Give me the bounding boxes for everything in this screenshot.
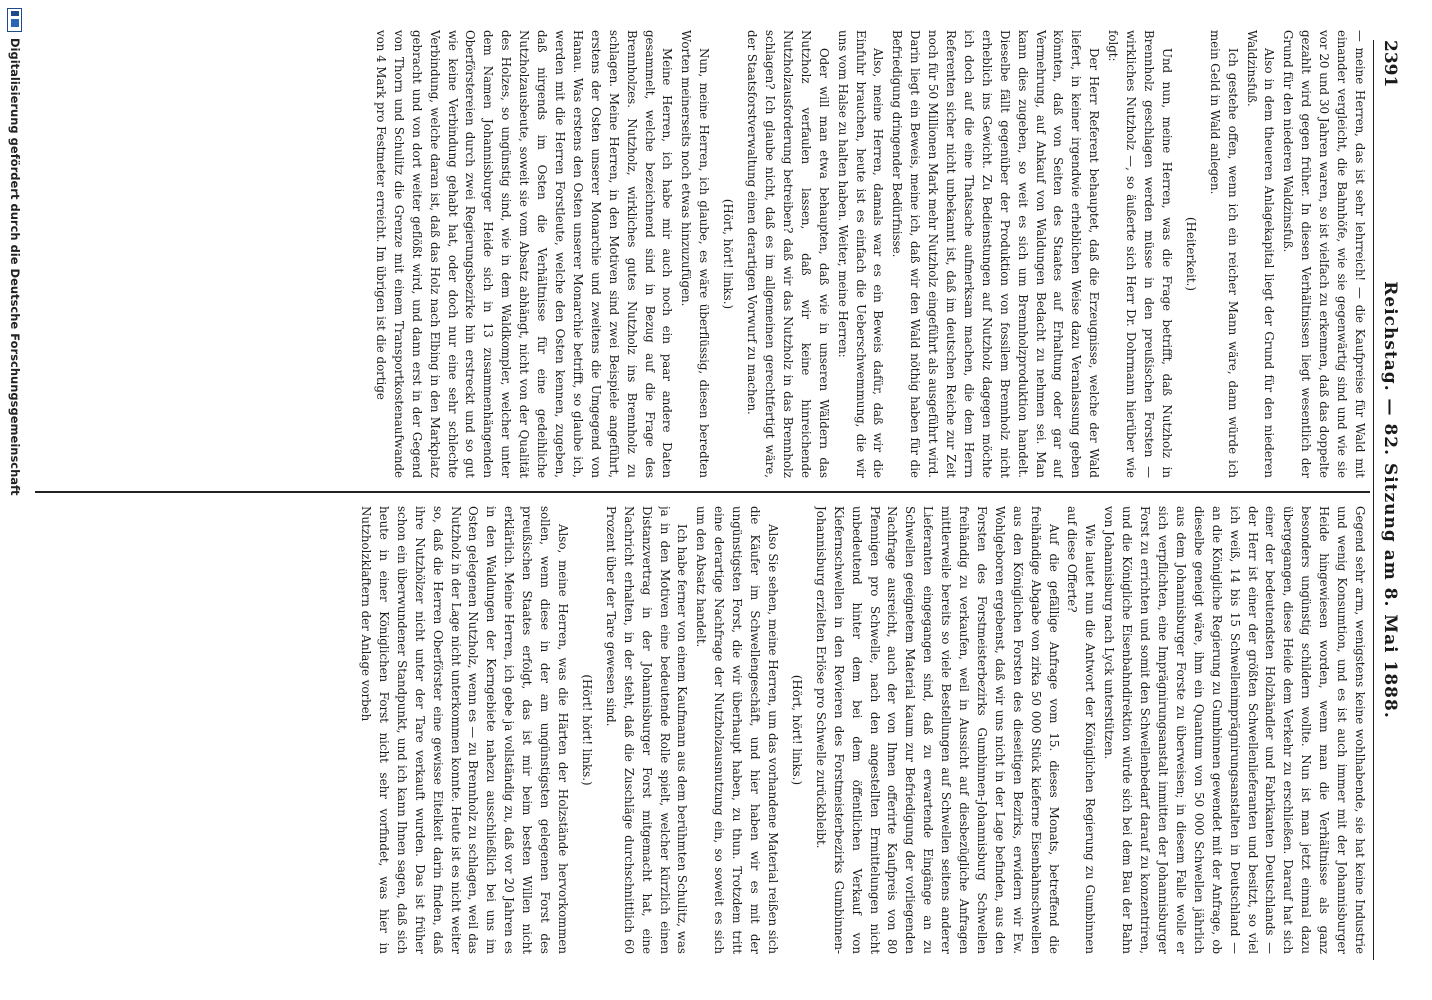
paragraph: Gegend sehr arm, wenigstens keine wohlhabende, sie hat keine Industrie und wenig Konsumtion, und es ist auch immer mit der Johannisburger Heide hingewiesen worden, wenn man die Verhältnisse als ganz besonders ungünstig schildern wollte. Nun ist man jetzt einmal dazu übergegangen, diese Heide dem Verkehr zu erschließen. Darauf hat sich einer der bedeutendsten Holzhändler und Fabrikanten Deutschlands — der Herr ist einer der größten Schwellenlieferanten und besitzt, so viel ich weiß, 14 bis 15 Schwellenimprägnirungsanstalten in Deutschland — an die Königliche Regierung zu Gumbinnen gewendet mit der Anfrage, ob dieselbe geneigt wäre, ihm ein Quantum von 50 000 Schwellen jährlich aus dem Johannisburger Forste zu überweisen; in diesem Falle wolle er sich verpflichten, eine Imprägnirungsanstalt inmitten der Johannisburger Forst zu errichten und somit den Schwellenbedarf darauf zu konzentriren, und die Königliche Eisenbahndirektion würde sich bei dem Bau der Bahn von Johannisburg nach Lyck unterstützen. [1102, 506, 1367, 954]
footer [3, 0, 25, 1000]
paragraph: Der Herr Referent behauptet, daß die Erzeugnisse, welche der Wald liefert, in keiner irgendwie erheblichen Weise dazu Veranlassung geben könnten, daß von Seiten des Staates auf Erhaltung oder gar auf Vermehrung, auf Ankauf von Waldungen Bedacht zu nehmen sei. Man kann dies zugeben, so weit es sich um Brennholzproduktion handelt. Dieselbe fällt gegenüber der Produktion von fossilem Brennholz nicht erheblich ins Gewicht. Zu Bedienstungen auf Nutzholz dagegen möchte ich doch auf die eine Thatsache aufmerksam machen, die dem Herrn Referenten sicher nicht unbekannt ist, daß im deutschen Reiche zur Zeit noch für 50 Millionen Mark mehr Nutzholz eingeführt als ausgeführt wird. Darin liegt ein Beweis, meine ich, daß wir den Wald nöthig haben für die Befriedigung dringender Bedürfnisse. [890, 30, 1102, 478]
paragraph: Also, meine Herren, damals war es ein Beweis dafür, daß wir die Einfuhr brauchen, heute ist es einfach die Ueberschwemmung, die wir uns vom Halse zu halten haben. Weiter, meine Herren: [835, 30, 886, 478]
left-column [38, 30, 1368, 478]
dfg-logo-icon [7, 8, 22, 32]
paragraph: Also Sie sehen, meine Herren, um das vorhandene Material reißen sich die Käufer im Schwellengeschäft, und hier haben wir es mit der ungünstigsten Forst, die wir überhaupt haben, zu thun. Trotzdem tritt eine derartige Nachfrage der Nutzholzausnutzung ein, so soweit es sich um den Absatz handelt. [694, 506, 780, 954]
paragraph: Nun, meine Herren, ich glaube, es wäre überflüssig, diesen beredten Worten meinerseits noch etwas hinzuzufügen. [679, 30, 712, 478]
paragraph: Auf die gefällige Anfrage vom 15. dieses Monats, betreffend die freihändige Abgabe von zirka 50 000 Stück kieferne Eisenbahnschwellen aus den Königlichen Forsten des dieseitigen Bezirks, erwidern wir Ew. Wohlgeboren ergebenst, daß wir uns nicht in der Lage befinden, aus den Forsten des Forstmeisterbezirks Gumbinnen-Johannisburg Schwellen freihändig zu verkaufen, weil in Aussicht auf diesbezügliche Anfragen mittlerweile bereits so viele Bestellungen auf Schwellen seitens anderer Lieferanten eingegangen sind, daß zu erwartende Eingänge an zu Schwellen geeignetem Material kaum zur Befriedigung der vorliegenden Nachfrage ausreicht, auch der von Ihnen offerirte Kaufpreis von 80 Pfennigen pro Schwelle, nach den angestellten Ermittelungen nicht unbedeutend hinter dem bei dem öffentlichen Verkauf von Kiefernschwellen in den Revieren des Forstmeisterbezirks Gumbinnen-Johannisburg erzielten Erlöse pro Schwelle zurückbleibt. [813, 506, 1061, 954]
paragraph: Und nun, meine Herren, was die Frage betrifft, daß Nutzholz in Brennholz geschlagen werden müsse in den preußischen Forsten — wirkliches Nutzholz —, so äußerte sich Herr Dr. Dohrmann hierüber wie folgt: [1106, 30, 1174, 478]
remark: (Heiterkeit.) [1183, 216, 1198, 291]
paragraph: Wie lautet nun die Antwort der Königlichen Regierung zu Gumbinnen auf diese Offerte? [1065, 506, 1098, 954]
paragraph: Meine Herren, ich habe mir auch noch ein paar andere Daten gesammelt, welche bezeichnend sind in Bezug auf die Frage des Brennholzes. Nutzholz, wirkliches gutes Nutzholz ins Brennholz zu schlagen. Meine Herren, in den Motiven sind zwei Beispiele angeführt, erstens der Osten unserer Monarchie und zweitens die Umgegend von Hanau. Was erstens den Osten unserer Monarchie betrifft, so glaube ich, werden mit die Herren Forstleute, welche den Osten kennen, zugeben, daß nirgends im Osten die Verhältnisse für eine gedeihliche Nutzholzausbeute, soweit sie vom Absatz abhängt, nicht von der Qualität des Holzes, so ungünstig sind, wie in dem Waldkompler, welcher unter dem Namen Johannisburger Heide sich in 13 zusammenhängenden Oberförstereien durch zwei Regierungsbezirke hin erstreckt und so gut wie keine Verbindung gehabt hat, oder doch nur eine sehr schlechte Verbindung, welche daran ist, daß das Holz nach Elbing in den Markplatz gebracht und von dort weiter geflößt wird, und dann erst in der Gegend von Thorn und Schulitz die Grenze mit einem Transportkostenaufwande von 4 Mark pro Festmeter erreicht. Im übrigen ist die dortige [373, 30, 675, 478]
paragraph: Also in dem theueren Anlagekapital liegt der Grund für den niederen Waldzinsfuß. [1244, 30, 1277, 478]
paragraph: Ich habe ferner von einem Kaufmann aus dem berühmten Schulitz, was ja in den Motiven eine bedeutende Rolle spielt, welcher kürzlich einen Distanzvertrag in der Johannisburger Forst mitgemacht hat, eine Nachricht erhalten, in der steht, daß die Zuschläge durchschnittlich 60 Prozent über der Tare gewesen sind. [603, 506, 690, 954]
page-number: 2391 [1380, 40, 1400, 88]
paragraph: Ich gestehe offen, wenn ich ein reicher Mann wäre, dann würde ich mein Geld in Wald anlegen. [1207, 30, 1240, 478]
paragraph: Oder will man etwa behaupten, daß wie in unseren Wäldern das Nutzholz verfaulen lassen, daß wir keine hinreichende Nutzholzausforderung betreiben? daß wir das Nutzholz in das Brennholz schlagen? Ich glaube nicht, daß es im allgemeinen gerechtfertigt wäre, der Staatsforstverwaltung einen derartigen Vorwurf zu machen. [745, 30, 831, 478]
page-header [1373, 40, 1404, 960]
funding-credit: Digitalisierung gefördert durch die Deutsche Forschungsgemeinschaft [8, 38, 22, 496]
paragraph: Also, meine Herren, was die Härten der Holzstände hervorkommen sollen, wenn diese in der am ungünstigsten gelegenen Forst des preußischen Staates erfolgt, das ist mir beim besten Willen nicht erklärlich. Meine Herren, ich gebe ja vollständig zu, daß vor 20 Jahren es in den Waldungen der Kerngebiete nahezu ausschließlich bei uns im Osten gelegenen Nutzholz, wenn es — zu Brennholz zu schlagen, weil das Nutzholz in der Lage nicht unterkommen konnte. Heute ist es nicht weiter so, daß die Herren Oberförster eine gewisse Eitelkeit darin finden, daß ihre Nutzhölzer nicht unter der Tare verkauft wurden. Das ist früher schon ein überwundener Standpunkt, und ich kann Ihnen sagen, daß sich heute in einer Königlichen Forst nicht sehr vorfindet, was hier in Nutzholzklaftern der Anlage vorbeh [359, 506, 571, 954]
paragraph: — meine Herren, das ist sehr lehrreich! — die Kaufpreise für Wald mit einander vergleicht, die Bahnhöfe, wie sie gegenwärtig sind und wie sie vor 20 und 30 Jahren waren, so ist vielfach zu erkennen, daß das doppelte gezahlt wird gegen früher. In diesen Verhältnissen liegt wesentlich der Grund für den niederen Waldzinsfuß. [1281, 30, 1367, 478]
running-title: Reichstag. — 82. Sitzung am 8. Mai 1888. [1380, 281, 1400, 719]
column-divider [35, 491, 1370, 493]
remark: (Hört! hört! links.) [579, 674, 594, 786]
remark: (Hört, hört! links.) [721, 198, 736, 310]
right-column [38, 506, 1368, 954]
remark: (Hört, hört! links.) [789, 674, 804, 786]
